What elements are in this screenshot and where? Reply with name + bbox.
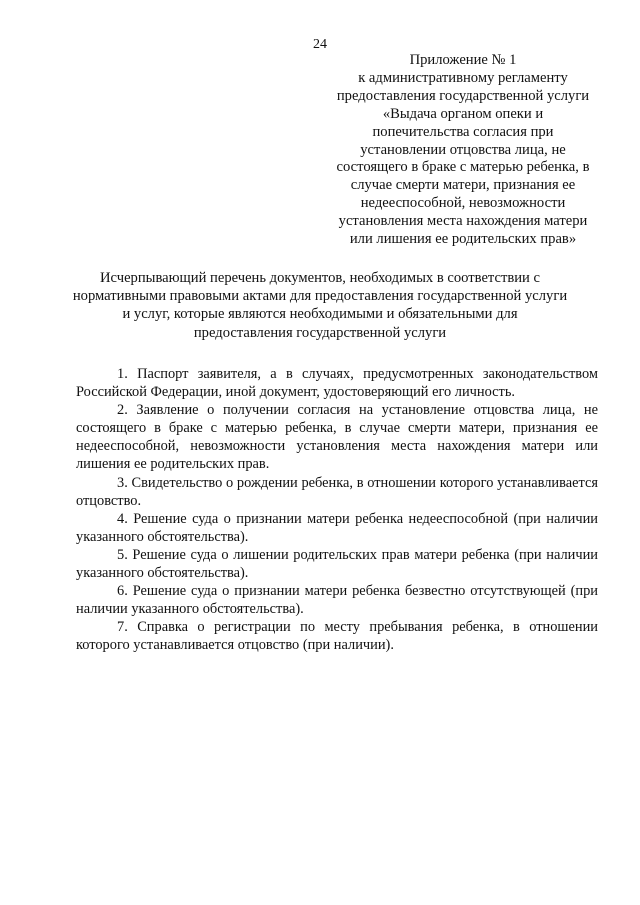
appendix-header (318, 52, 608, 249)
appendix-line: или лишения ее родительских прав» (349, 231, 577, 248)
list-item: 3. Свидетельство о рождении ребенка, в отношении которого устанавливается отцовство. (76, 474, 598, 509)
list-item: 1. Паспорт заявителя, а в случаях, предусмотренных законодательством Российской Федерации, иной документ, удостоверяющий его личность. (76, 366, 598, 401)
list-item: 5. Решение суда о лишении родительских прав матери ребенка (при наличии указанного обстоятельства). (76, 546, 598, 582)
appendix-line: Приложение № 1 (409, 52, 517, 68)
appendix-line: установлении отцовства лица, не (360, 141, 566, 158)
appendix-line: случае смерти матери, признания ее (350, 177, 576, 194)
heading-line: Исчерпывающий перечень документов, необходимых в соответствии с (100, 270, 540, 286)
document-list (76, 365, 598, 655)
document-heading (70, 269, 570, 342)
appendix-line: установления места нахождения матери (338, 213, 588, 230)
heading-line: нормативными правовыми актами для предоставления государственной услуги (72, 288, 568, 305)
appendix-line: к административному регламенту (358, 69, 568, 86)
page-number: 24 (313, 37, 327, 52)
list-item: 2. Заявление о получении согласия на установление отцовства лица, не состоящего в браке с матерью ребенка, в случае смерти матери, признания ее недееспособной, невозможности установления места нахождения матери или лишения ее родительских прав. (76, 402, 598, 473)
appendix-line: предоставления государственной услуги (336, 87, 590, 104)
heading-line: предоставления государственной услуги (193, 324, 447, 341)
appendix-line: состоящего в браке с матерью ребенка, в (336, 159, 590, 176)
list-item: 7. Справка о регистрации по месту пребывания ребенка, в отношении которого устанавливается отцовство (при наличии). (76, 619, 598, 654)
appendix-line: попечительства согласия при (372, 123, 554, 140)
list-item: 6. Решение суда о признании матери ребенка безвестно отсутствующей (при наличии указанного обстоятельства). (76, 583, 598, 618)
appendix-line: «Выдача органом опеки и (382, 105, 544, 122)
appendix-line: недееспособной, невозможности (360, 195, 566, 212)
heading-line: и услуг, которые являются необходимыми и обязательными для (122, 306, 518, 323)
list-item: 4. Решение суда о признании матери ребенка недееспособной (при наличии указанного обстоятельства). (76, 510, 598, 545)
